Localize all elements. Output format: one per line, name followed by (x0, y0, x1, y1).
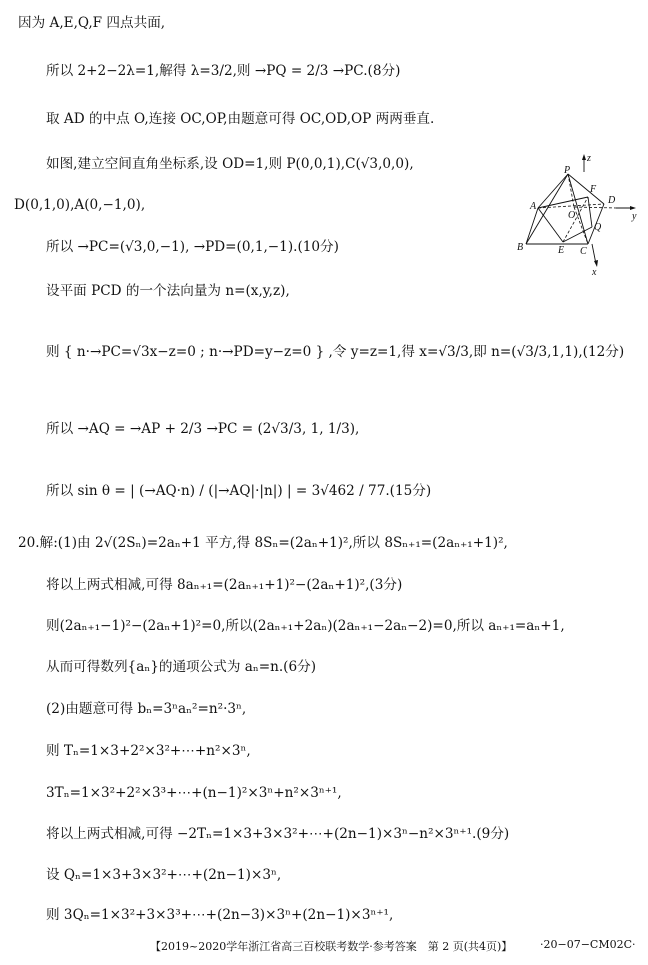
text-line: 20.解:(1)由 2√(2Sₙ)=2aₙ+1 平方,得 8Sₙ=(2aₙ+1)²,所以 8Sₙ₊₁=(2aₙ₊₁+1)², (18, 535, 508, 551)
text-line: 所以 sin θ = | (→AQ·n) / (|→AQ|·|n|) | = 3√462 / 77.(15分) (46, 483, 432, 499)
text-line: (2)由题意可得 bₙ=3ⁿaₙ²=n²·3ⁿ, (46, 701, 247, 717)
figure-label: E (558, 245, 565, 256)
figure-label: D (608, 195, 616, 206)
text-line: 从而可得数列{aₙ}的通项公式为 aₙ=n.(6分) (46, 659, 317, 675)
text-line: 则 { n·→PC=√3x−z=0 ; n·→PD=y−z=0 } ,令 y=z=1,得 x=√3/3,即 n=(√3/3,1,1),(12分) (46, 344, 625, 360)
figure-label: A (530, 201, 537, 212)
text-line: 则(2aₙ₊₁−1)²−(2aₙ+1)²=0,所以(2aₙ₊₁+2aₙ)(2aₙ₊₁−2aₙ−2)=0,所以 aₙ₊₁=aₙ+1, (46, 618, 565, 634)
figure-label: F (590, 184, 597, 195)
text-line: 所以 2+2−2λ=1,解得 λ=3/2,则 →PQ = 2/3 →PC.(8分) (46, 63, 401, 79)
figure-label: C (580, 246, 587, 257)
figure-label: Q (594, 222, 602, 233)
text-line: 所以 →AQ = →AP + 2/3 →PC = (2√3/3, 1, 1/3), (46, 421, 360, 437)
text-line: 所以 →PC=(√3,0,−1), →PD=(0,1,−1).(10分) (46, 239, 339, 255)
text-line: D(0,1,0),A(0,−1,0), (14, 197, 146, 213)
text-line: 将以上两式相减,可得 8aₙ₊₁=(2aₙ₊₁+1)²−(2aₙ+1)²,(3分) (46, 577, 403, 593)
geometry-figure (508, 152, 642, 278)
figure-label: y (632, 211, 637, 222)
figure-label: P (564, 165, 571, 176)
text-line: 设 Qₙ=1×3+3×3²+⋯+(2n−1)×3ⁿ, (46, 867, 282, 883)
figure-label: z (587, 153, 591, 164)
text-line: 如图,建立空间直角坐标系,设 OD=1,则 P(0,0,1),C(√3,0,0), (46, 156, 414, 172)
footer-left: 【2019~2020学年浙江省高三百校联考数学·参考答案 第 2 页(共4页)】 (150, 940, 513, 953)
footer-right: ·20−07−CM02C· (540, 938, 636, 951)
text-line: 设平面 PCD 的一个法向量为 n=(x,y,z), (46, 283, 290, 299)
text-line: 则 3Qₙ=1×3²+3×3³+⋯+(2n−3)×3ⁿ+(2n−1)×3ⁿ⁺¹, (46, 907, 394, 923)
text-line: 则 Tₙ=1×3+2²×3²+⋯+n²×3ⁿ, (46, 743, 251, 759)
figure-label: O (568, 210, 576, 221)
text-line: 取 AD 的中点 O,连接 OC,OP,由题意可得 OC,OD,OP 两两垂直. (46, 111, 435, 127)
text-line: 因为 A,E,Q,F 四点共面, (18, 15, 166, 31)
text-line: 将以上两式相减,可得 −2Tₙ=1×3+3×3²+⋯+(2n−1)×3ⁿ−n²×3ⁿ⁺¹.(9分) (46, 826, 510, 842)
figure-label: x (592, 267, 597, 278)
text-line: 3Tₙ=1×3²+2²×3³+⋯+(n−1)²×3ⁿ+n²×3ⁿ⁺¹, (46, 785, 342, 801)
figure-label: B (517, 242, 524, 253)
